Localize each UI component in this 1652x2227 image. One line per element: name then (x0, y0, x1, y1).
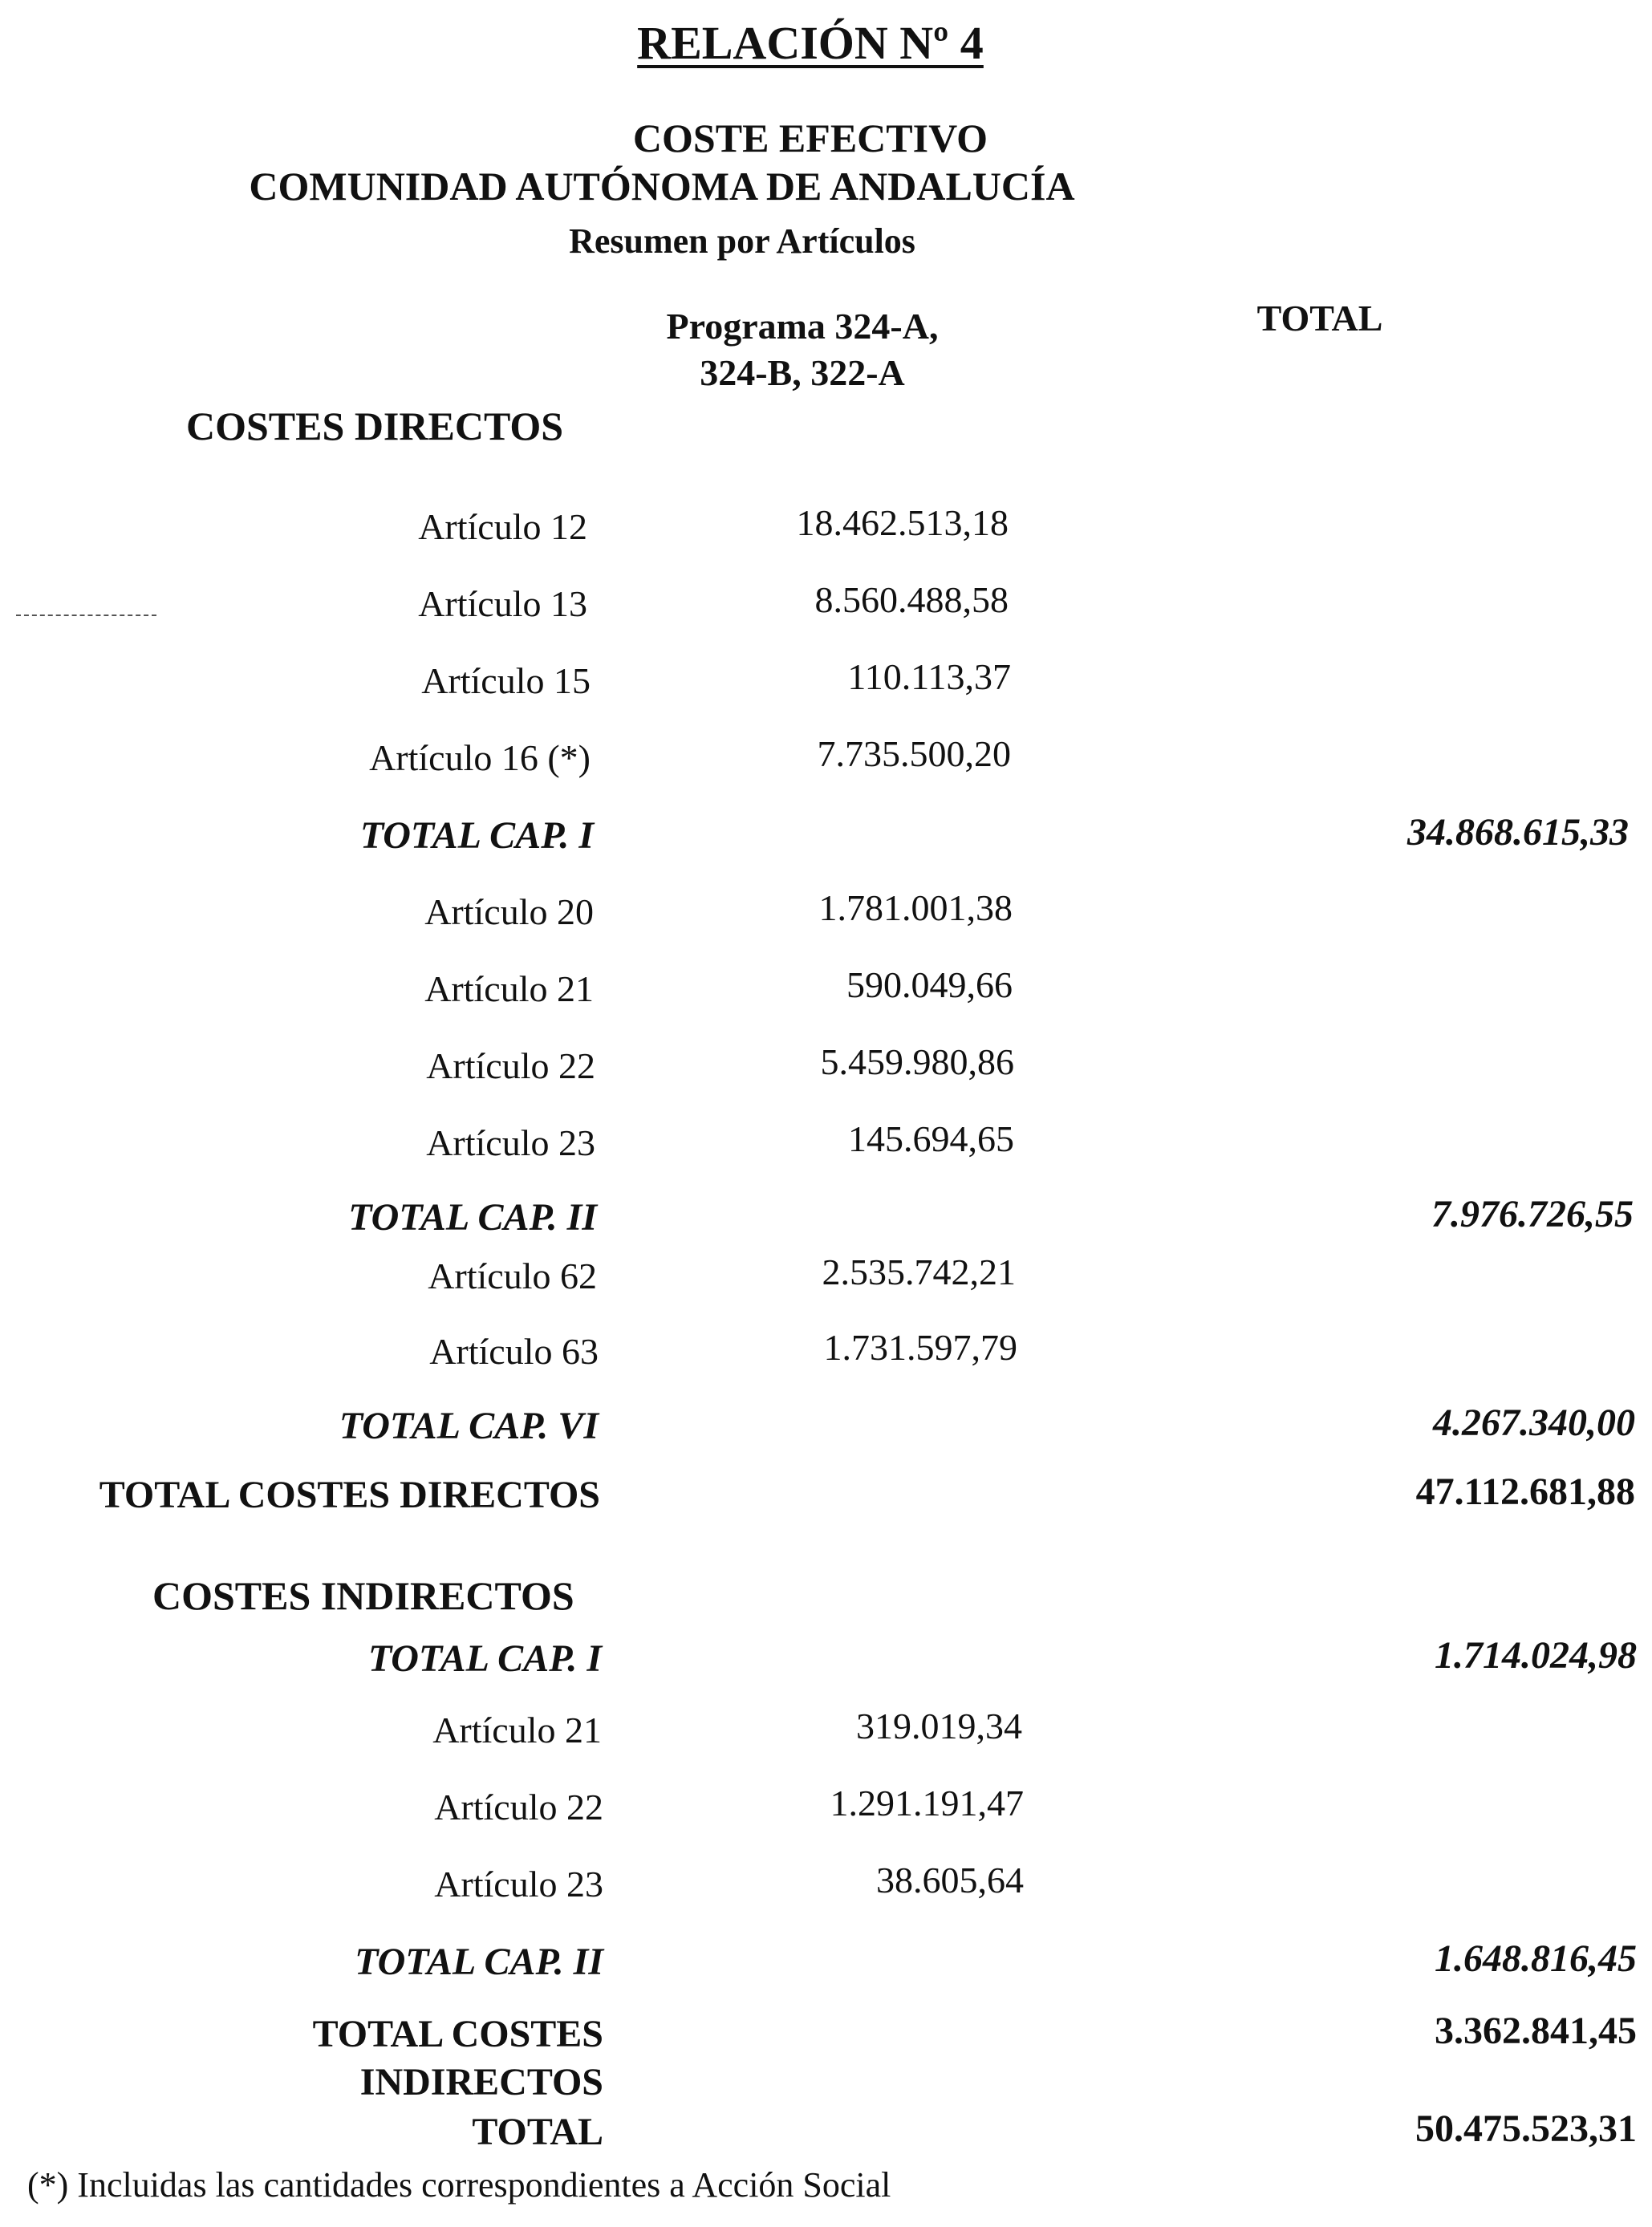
grand-total-value: 50.475.523,31 (1415, 2107, 1637, 2150)
row-label: Artículo 20 (424, 891, 594, 932)
row-value: 18.462.513,18 (796, 502, 1009, 543)
row-label: Artículo 16 (*) (369, 737, 591, 778)
scan-dash-line (16, 615, 156, 616)
row-value: 110.113,37 (847, 656, 1011, 697)
total-cap-value: 34.868.615,33 (1407, 811, 1629, 854)
total-cap-label: TOTAL CAP. I (359, 814, 594, 857)
total-cap-label: TOTAL CAP. II (355, 1941, 603, 1983)
row-label: Artículo 21 (432, 1710, 602, 1750)
column-header-program-1: Programa 324-A, (666, 306, 939, 347)
row-value: 590.049,66 (846, 964, 1013, 1005)
total-cap-value: 4.267.340,00 (1433, 1402, 1635, 1444)
row-label: Artículo 21 (424, 968, 594, 1009)
row-value: 5.459.980,86 (820, 1041, 1014, 1082)
total-costes-indirectos-label-1: TOTAL COSTES (312, 2013, 603, 2055)
column-header-total: TOTAL (1256, 298, 1383, 339)
row-label: Artículo 15 (421, 660, 591, 701)
footnote: (*) Incluidas las cantidades correspondientes a Acción Social (27, 2165, 891, 2205)
row-label: Artículo 63 (429, 1331, 599, 1372)
row-value: 1.291.191,47 (830, 1783, 1024, 1823)
row-label: Artículo 23 (426, 1122, 595, 1163)
header-line-3: Resumen por Artículos (569, 221, 915, 261)
row-value: 38.605,64 (876, 1860, 1024, 1900)
row-value: 1.781.001,38 (818, 887, 1013, 928)
row-label: Artículo 13 (418, 583, 587, 624)
section-costes-directos: COSTES DIRECTOS (186, 404, 564, 448)
total-costes-directos-label: TOTAL COSTES DIRECTOS (99, 1474, 600, 1516)
total-costes-directos-value: 47.112.681,88 (1415, 1470, 1635, 1513)
total-cap-label: TOTAL CAP. II (348, 1196, 597, 1239)
row-label: Artículo 62 (428, 1255, 597, 1296)
row-value: 319.019,34 (856, 1706, 1022, 1746)
grand-total-label: TOTAL (472, 2111, 603, 2153)
total-costes-indirectos-label-2: INDIRECTOS (359, 2061, 603, 2103)
header-line-1: COSTE EFECTIVO (632, 116, 988, 160)
row-value: 2.535.742,21 (822, 1251, 1016, 1292)
header-line-2: COMUNIDAD AUTÓNOMA DE ANDALUCÍA (249, 164, 1075, 209)
row-label: Artículo 22 (426, 1045, 595, 1086)
row-value: 1.731.597,79 (823, 1327, 1017, 1368)
section-costes-indirectos: COSTES INDIRECTOS (152, 1573, 574, 1618)
document-title: RELACIÓN Nº 4 (637, 17, 984, 69)
total-cap-value: 1.648.816,45 (1435, 1937, 1637, 1980)
total-cap-label: TOTAL CAP. VI (339, 1405, 599, 1447)
column-header-program-2: 324-B, 322-A (700, 352, 905, 393)
row-label: Artículo 22 (434, 1787, 603, 1827)
total-cap-value: 1.714.024,98 (1435, 1634, 1637, 1677)
row-label: Artículo 23 (434, 1864, 603, 1905)
row-value: 7.735.500,20 (817, 733, 1011, 774)
total-cap-label: TOTAL CAP. I (367, 1637, 602, 1680)
row-value: 145.694,65 (848, 1118, 1014, 1159)
row-value: 8.560.488,58 (814, 579, 1009, 620)
total-costes-indirectos-value: 3.362.841,45 (1435, 2010, 1637, 2052)
total-cap-value: 7.976.726,55 (1431, 1193, 1634, 1235)
row-label: Artículo 12 (418, 506, 587, 547)
